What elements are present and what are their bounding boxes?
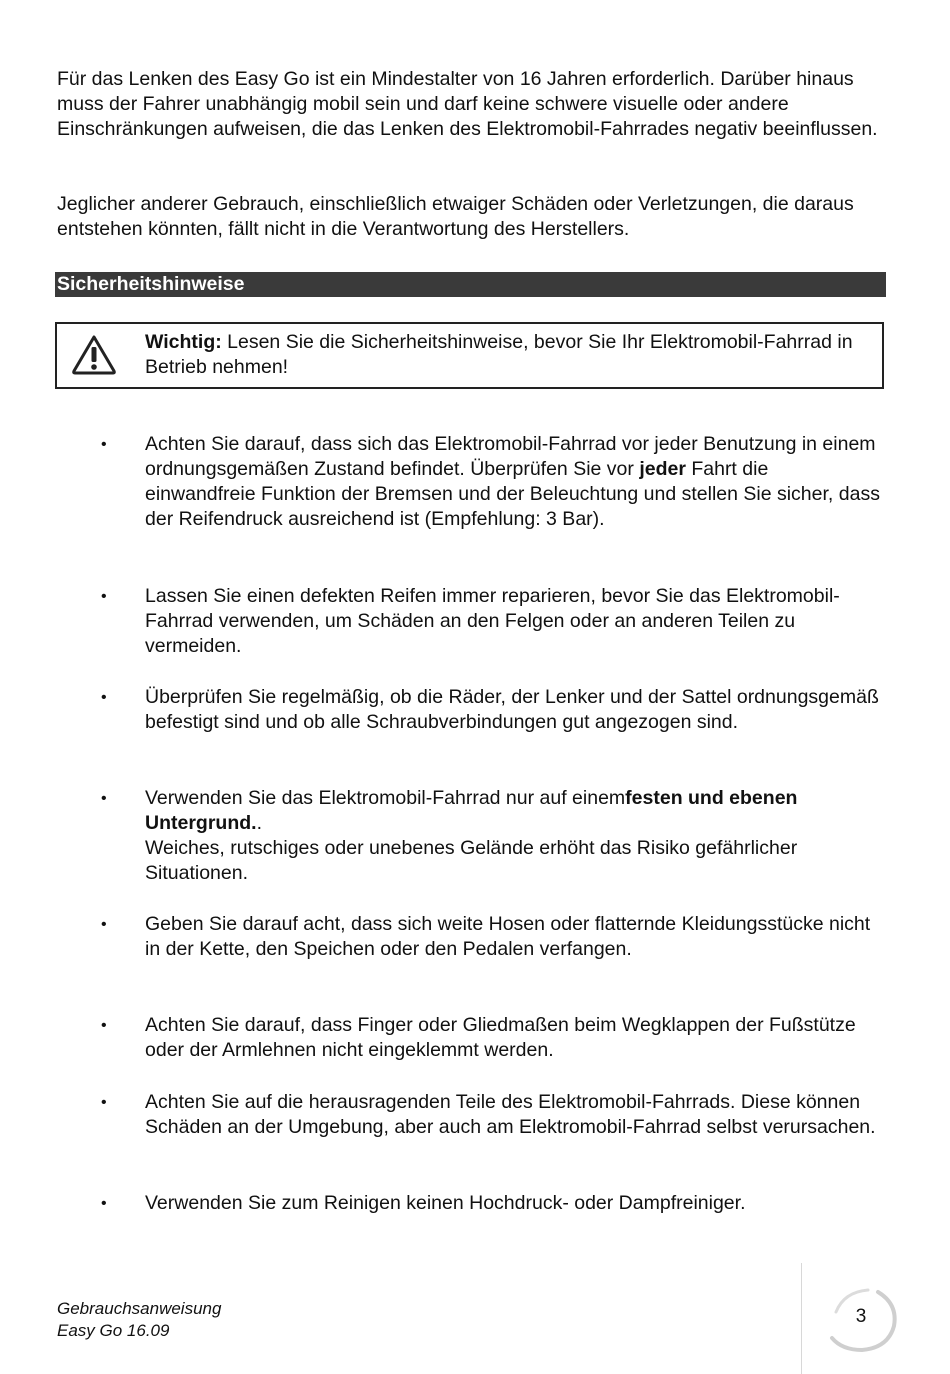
footer-divider: [801, 1263, 802, 1374]
bullet-icon: •: [101, 436, 107, 453]
list-item-text: Achten Sie darauf, dass Finger oder Gliedmaßen beim Wegklappen der Fußstütze oder der Armlehnen nicht eingeklemmt werden.: [145, 1014, 856, 1061]
list-item-text: Lassen Sie einen defekten Reifen immer reparieren, bevor Sie das Elektromobil-Fahrrad verwenden, um Schäden an den Felgen oder an anderen Teilen zu vermeiden.: [145, 585, 840, 657]
section-heading: Sicherheitshinweise: [55, 272, 886, 297]
notice-label: Wichtig:: [145, 331, 222, 353]
list-item-text: Verwenden Sie zum Reinigen keinen Hochdruck- oder Dampfreiniger.: [145, 1192, 746, 1214]
notice-body: Lesen Sie die Sicherheitshinweise, bevor Sie Ihr Elektromobil-Fahrrad in Betrieb nehmen!: [145, 331, 853, 378]
bullet-icon: •: [101, 1094, 107, 1111]
page-number: 3: [855, 1306, 867, 1327]
footer-version: Easy Go 16.09: [57, 1321, 170, 1340]
bullet-icon: •: [101, 790, 107, 807]
intro-paragraph-1: Für das Lenken des Easy Go ist ein Mindestalter von 16 Jahren erforderlich. Darüber hinaus muss der Fahrer unabhängig mobil sein und darf keine schwere visuelle oder andere Einschränkungen aufweisen, die das Lenken des Elektromobil-Fahrrades negativ beeinflussen.: [57, 68, 878, 140]
footer: [57, 1298, 221, 1342]
bullet-icon: •: [101, 916, 107, 933]
notice-text: [145, 330, 865, 380]
footer-doc-type: Gebrauchsanweisung: [57, 1299, 222, 1318]
bullet-icon: •: [101, 1195, 107, 1212]
warning-triangle-icon: [71, 334, 117, 376]
bullet-icon: •: [101, 588, 107, 605]
list-item-text: Verwenden Sie das Elektromobil-Fahrrad nur auf einemfesten und ebenen Untergrund.. Weiches, rutschiges oder unebenes Gelände erhöht das Risiko gefährlicher Situationen.: [145, 787, 798, 884]
list-item-text: Geben Sie darauf acht, dass sich weite Hosen oder flatternde Kleidungsstücke nicht in der Kette, den Speichen oder den Pedalen verfangen.: [145, 913, 871, 960]
list-item-text: Achten Sie darauf, dass sich das Elektromobil-Fahrrad vor jeder Benutzung in einem ordnungsgemäßen Zustand befindet. Überprüfen Sie vor jeder Fahrt die einwandfreie Funktion der Bremsen und der Beleuchtung und stellen Sie sicher, dass der Reifendruck ausreichend ist (Empfehlung: 3 Bar).: [145, 433, 880, 530]
list-item-text: Achten Sie auf die herausragenden Teile des Elektromobil-Fahrrads. Diese können Schäden an der Umgebung, aber auch am Elektromobil-Fahrrad selbst verursachen.: [145, 1091, 876, 1138]
bullet-icon: •: [101, 1017, 107, 1034]
list-item-text: Überprüfen Sie regelmäßig, ob die Räder, der Lenker und der Sattel ordnungsgemäß befestigt sind und ob alle Schraubverbindungen gut angezogen sind.: [145, 686, 879, 733]
bullet-icon: •: [101, 689, 107, 706]
important-notice-box: [55, 322, 884, 389]
intro-paragraph-2: Jeglicher anderer Gebrauch, einschließlich etwaiger Schäden oder Verletzungen, die daraus entstehen könnten, fällt nicht in die Verantwortung des Herstellers.: [57, 193, 854, 240]
